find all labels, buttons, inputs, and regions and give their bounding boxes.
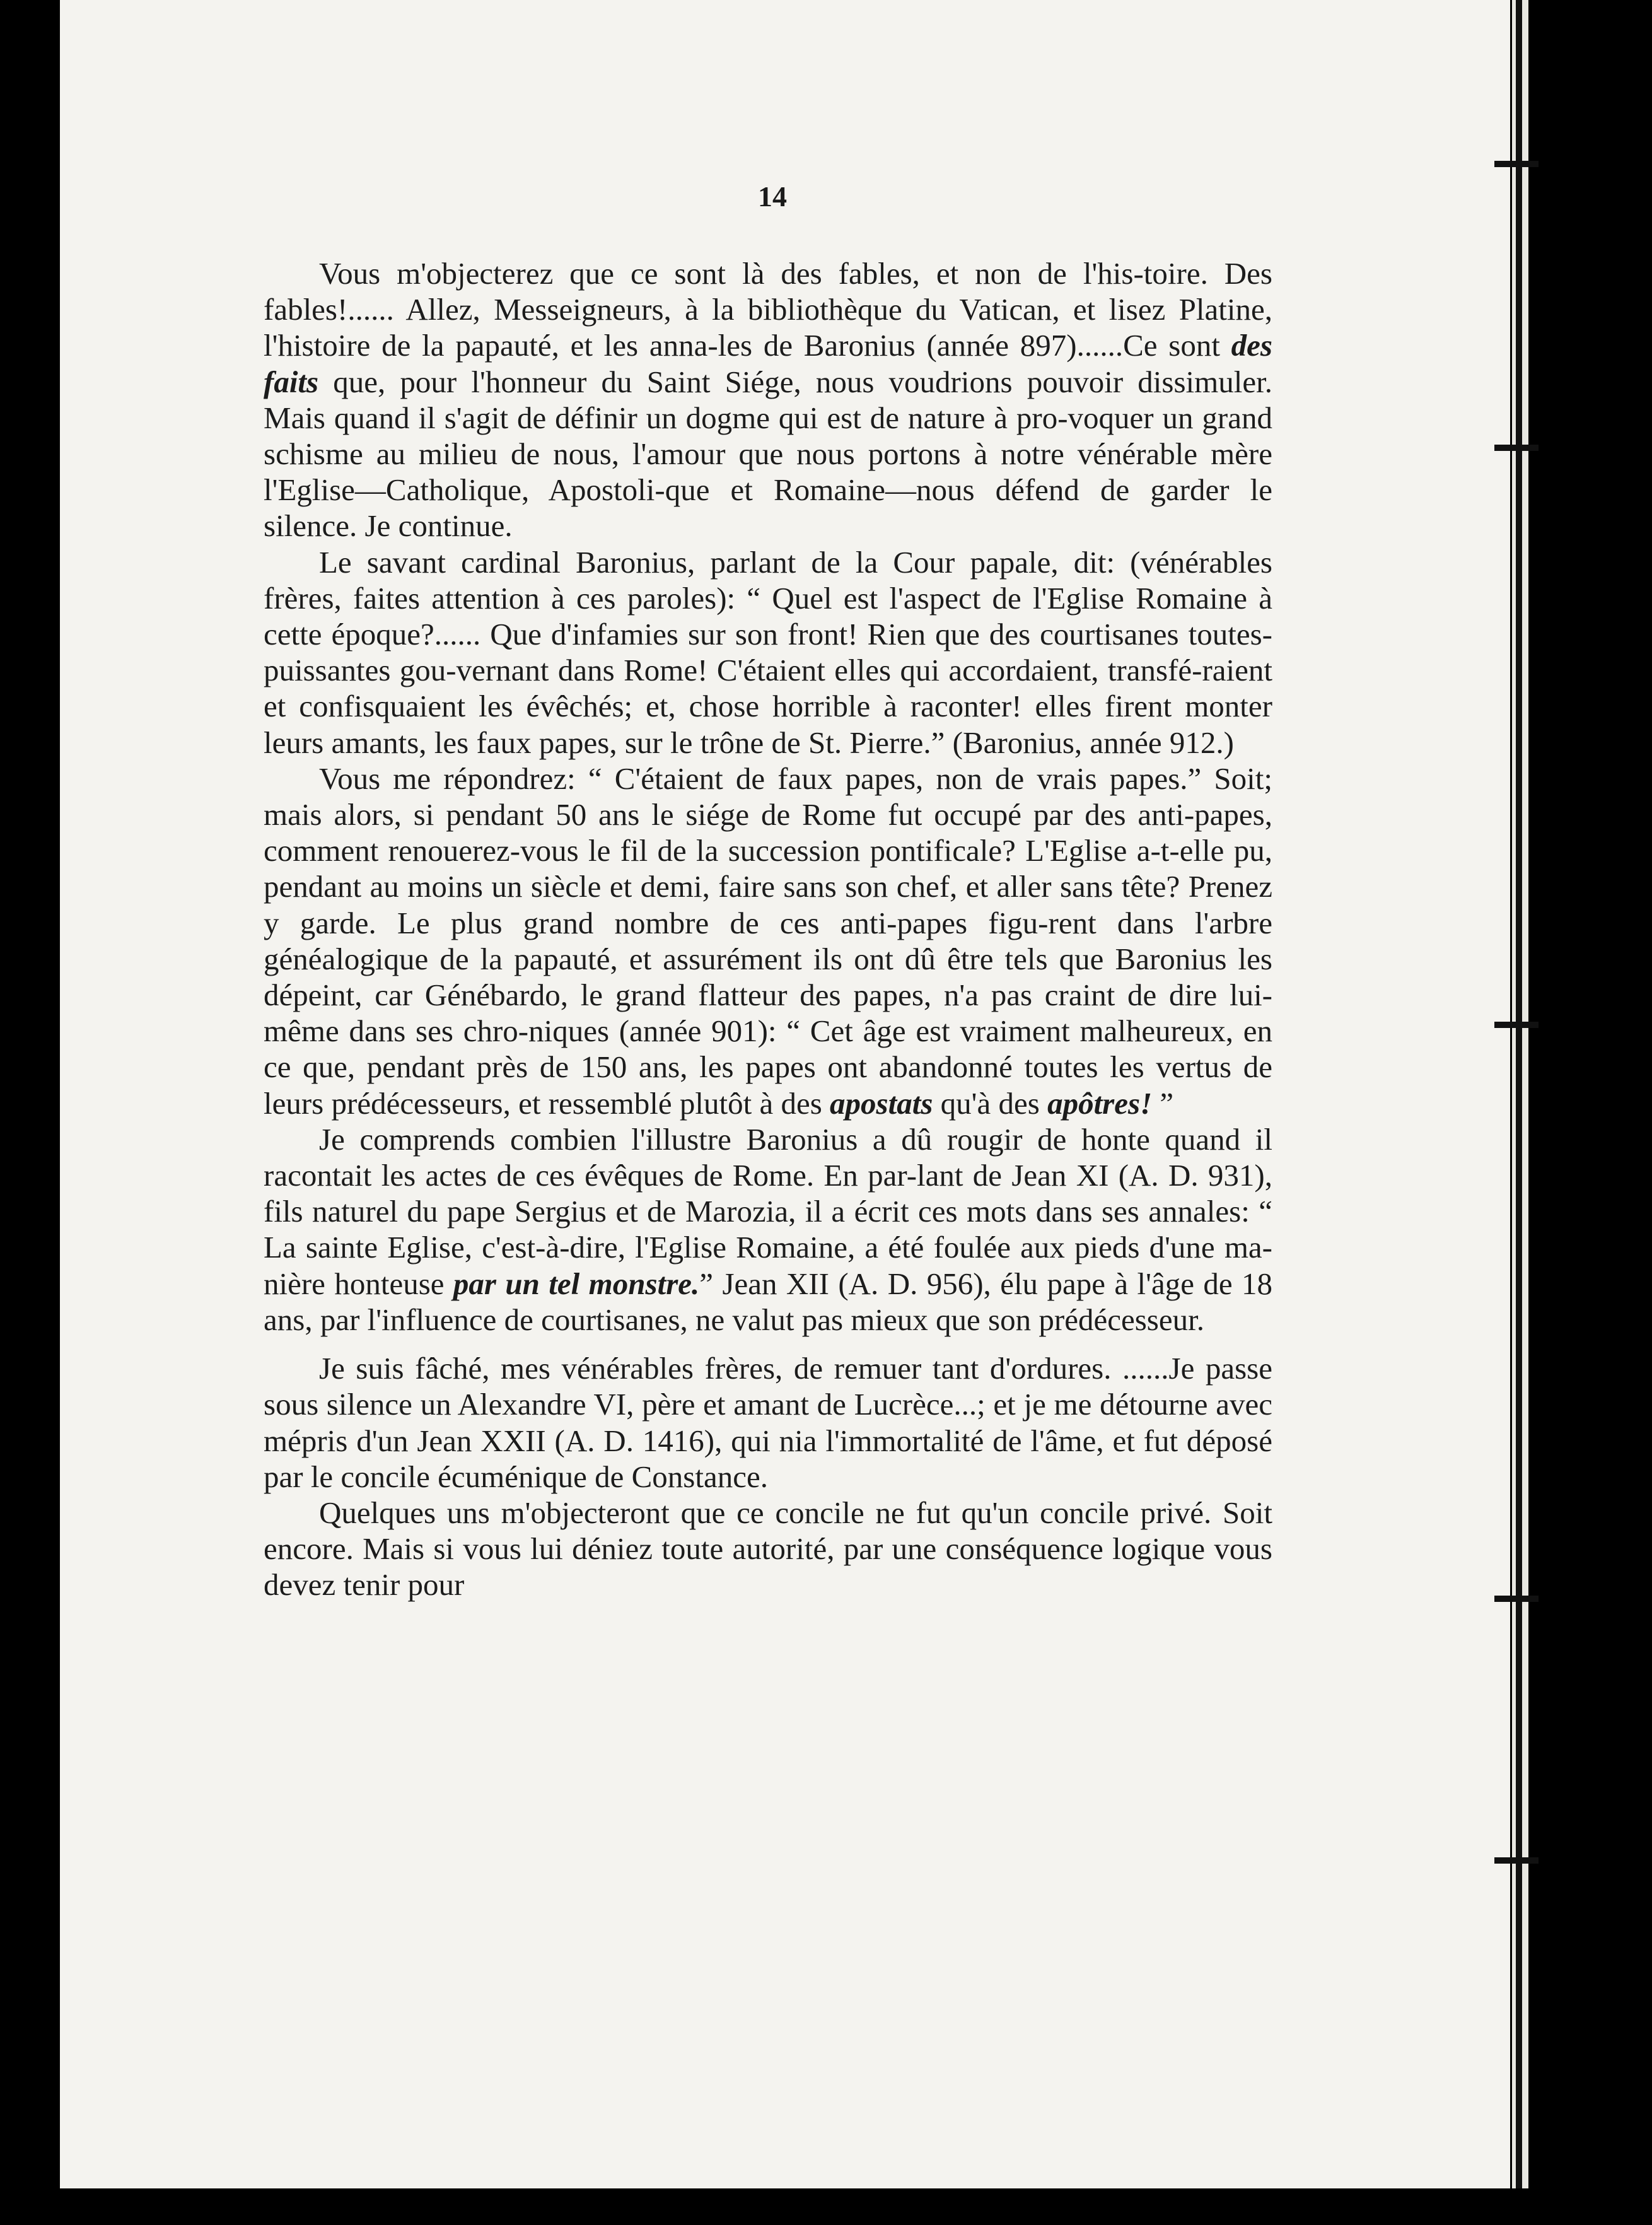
paragraph — [264, 1495, 1272, 1603]
paragraph — [264, 255, 1272, 544]
text-run: Le savant cardinal Baronius, parlant de la Cour papale, dit: (vénérables frères, faites attention à ces paroles): “ Quel est l'aspect de l'Eglise Romaine à cette époque?...... Que d'infamies sur son front! Rien que des courtisanes toutes-puissantes gou-vernant dans Rome! C'étaient elles qui accordaient, transfé-raient et confisquaient les évêchés; et, chose horrible à raconter! elles firent monter leurs amants, les faux papes, sur le trône de St. Pierre.” (Baronius, année 912.) — [264, 544, 1272, 760]
italic-text: apostats — [830, 1085, 933, 1121]
text-run: ” — [1152, 1085, 1174, 1121]
scan-bottom-edge — [0, 2188, 1652, 2225]
italic-text: par un tel monstre. — [453, 1266, 700, 1301]
page-number: 14 — [758, 180, 787, 213]
text-run: que, pour l'honneur du Saint Siége, nous voudrions pouvoir dissimuler. Mais quand il s'agit de définir un dogme qui est de nature à pro-voquer un grand schisme au milieu de nous, l'amour que nous portons à notre vénérable mère l'Eglise—Catholique, Apostoli-que et Romaine—nous défend de garder le silence. Je continue. — [264, 364, 1272, 544]
paragraph — [264, 544, 1272, 761]
italic-text: des faits — [264, 328, 1272, 399]
text-run: Je comprends combien l'illustre Baronius a dû rougir de honte quand il racontait les actes de ces évêques de Rome. En par-lant de Jean XI (A. D. 931), fils naturel du pape Sergius et de Marozia, il a écrit ces mots dans ses annales: “ La sainte Eglise, c'est-à-dire, l'Eglise Romaine, a été foulée aux pieds d'une ma-nière honteuse — [264, 1121, 1272, 1301]
text-run: Quelques uns m'objecteront que ce concile ne fut qu'un concile privé. Soit encore. Mais si vous lui déniez toute autorité, par une conséquence logique vous devez tenir pour — [264, 1495, 1272, 1603]
binding-tick — [1494, 1857, 1539, 1864]
text-run: qu'à des — [933, 1085, 1048, 1121]
binding-tick — [1494, 1596, 1539, 1602]
text-run: Je suis fâché, mes vénérables frères, de remuer tant d'ordures. ......Je passe sous silence un Alexandre VI, père et amant de Lucrèce...; et je me détourne avec mépris d'un Jean XXII (A. D. 1416), qui nia l'immortalité de l'âme, et fut déposé par le concile écuménique de Constance. — [264, 1351, 1272, 1494]
scan-right-margin — [1528, 0, 1652, 2225]
body-text — [264, 255, 1272, 1603]
text-run: ” Jean XII (A. D. 956), élu pape à l'âge de 18 ans, par l'influence de courtisanes, ne valut pas mieux que son prédécesseur. — [264, 1266, 1273, 1337]
paragraph — [264, 1350, 1272, 1495]
text-run: Vous m'objecterez que ce sont là des fables, et non de l'his-toire. Des fables!...... Allez, Messeigneurs, à la bibliothèque du Vatican, et lisez Platine, l'histoire de la papauté, et les anna-les de Baronius (année 897)......Ce sont — [264, 256, 1272, 363]
paragraph — [264, 1121, 1272, 1338]
text-run: Vous me répondrez: “ C'étaient de faux papes, non de vrais papes.” Soit; mais alors, si pendant 50 ans le siége de Rome fut occupé par des anti-papes, comment renouerez-vous le fil de la succession pontificale? L'Eglise a-t-elle pu, pendant au moins un siècle et demi, faire sans son chef, et aller sans tête? Prenez y garde. Le plus grand nombre de ces anti-papes figu-rent dans l'arbre généalogique de la papauté, et assurément ils ont dû être tels que Baronius les dépeint, car Génébardo, le grand flatteur des papes, n'a pas craint de dire lui-même dans ses chro-niques (année 901): “ Cet âge est vraiment malheureux, en ce que, pendant près de 150 ans, les papes ont abandonné toutes les vertus de leurs prédécesseurs, et ressemblé plutôt à des — [264, 761, 1272, 1121]
binding-tick — [1494, 161, 1539, 167]
paragraph — [264, 761, 1272, 1121]
italic-text: apôtres! — [1047, 1085, 1153, 1121]
binding-tick — [1494, 1022, 1539, 1028]
binding-tick — [1494, 445, 1539, 451]
